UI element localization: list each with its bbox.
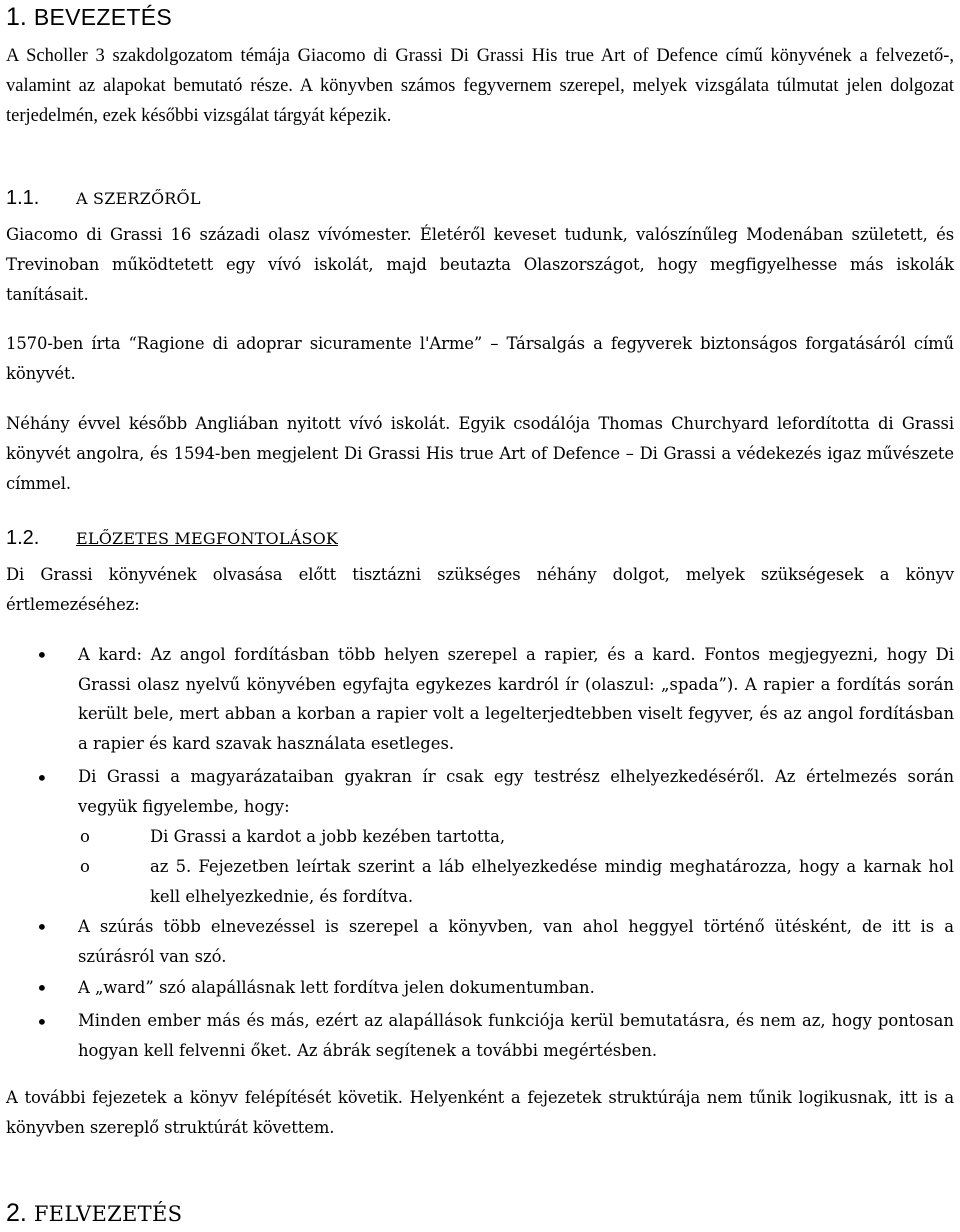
bullet-icon: • [36, 976, 48, 1000]
author-paragraph-1: Giacomo di Grassi 16 századi olasz vívómester. Életéről keveset tudunk, valószínűleg Modenában született, és Trevinoban működtetett egy vívó iskolát, majd beutazta Olaszországot, hogy megfigyelhesse más iskolák tanításait. [6, 225, 954, 304]
considerations-intro: Di Grassi könyvének olvasása előtt tisztázni szükséges néhány dolgot, melyek szükségesek a könyv értlemezéséhez: [6, 565, 954, 614]
heading-section-1 [6, 0, 172, 34]
bullet-icon: • [36, 766, 48, 790]
heading-number: 1. [6, 3, 27, 31]
heading-title: BEVEZETÉS [33, 4, 172, 30]
list-item: Minden ember más és más, ezért az alapállások funkciója kerül bemutatásra, és nem az, hogy pontosan hogyan kell felvenni őket. Az ábrák segítenek a további megértésben. [78, 1011, 954, 1060]
heading-section-2 [6, 1196, 182, 1231]
list-item: Di Grassi a magyarázataiban gyakran ír csak egy testrész elhelyezkedéséről. Az értelmezés során vegyük figyelembe, hogy: [78, 767, 954, 816]
list-item: A „ward” szó alapállásnak lett fordítva jelen dokumentumban. [78, 978, 595, 997]
list-item: A szúrás több elnevezéssel is szerepel a könyvben, van ahol heggyel történő ütésként, de itt is a szúrásról van szó. [78, 917, 954, 966]
author-paragraph-3: Néhány évvel később Angliában nyitott vívó iskolát. Egyik csodálója Thomas Churchyard lefordította di Grassi könyvét angolra, és 1594-ben megjelent Di Grassi His true Art of Defence – Di Grassi a védekezés igaz művészete címmel. [6, 414, 954, 493]
heading-section-1-2 [6, 524, 338, 553]
sub-list-item: Di Grassi a kardot a jobb kezében tartotta, [150, 827, 506, 846]
heading-title: A SZERZŐRŐL [76, 189, 201, 208]
heading-number: 1.2. [6, 527, 40, 549]
sub-list-item: az 5. Fejezetben leírtak szerint a láb elhelyezkedése mindig meghatározza, hogy a karnak hol kell elhelyezkednie, és fordítva. [150, 857, 954, 906]
heading-number: 1.1. [6, 187, 40, 209]
author-paragraph-2: 1570-ben írta “Ragione di adoprar sicuramente l'Arme” – Társalgás a fegyverek biztonságos forgatásáról című könyvét. [6, 334, 954, 383]
heading-title: ELŐZETES MEGFONTOLÁSOK [76, 529, 339, 548]
bullet-icon: • [36, 1010, 48, 1034]
sub-bullet-marker: o [80, 827, 90, 846]
list-item: A kard: Az angol fordításban több helyen szerepel a rapier, és a kard. Fontos megjegyezni, hogy Di Grassi olasz nyelvű könyvében egyfajta egykezes kardról ír (olaszul: „spada”). A rapier a fordítás során került bele, mert abban a korban a rapier volt a legelterjedtebben viselt fegyver, és az angol fordításban a rapier és kard szavak használata esetleges. [78, 645, 954, 753]
bullet-icon: • [36, 643, 48, 667]
sub-bullet-marker: o [80, 857, 90, 876]
intro-paragraph: A Scholler 3 szakdolgozatom témája Giacomo di Grassi Di Grassi His true Art of Defence című könyvének a felvezető-, valamint az alapokat bemutató része. A könyvben számos fegyvernem szerepel, melyek vizsgálata túlmutat jelen dolgozat terjedelmén, ezek későbbi vizsgálat tárgyát képezik. [6, 46, 954, 126]
closing-paragraph: A további fejezetek a könyv felépítését követik. Helyenként a fejezetek struktúrája nem tűnik logikusnak, itt is a könyvben szereplő struktúrát követtem. [6, 1088, 954, 1137]
bullet-icon: • [36, 915, 48, 939]
heading-title: FELVEZETÉS [33, 1202, 183, 1226]
heading-section-1-1 [6, 184, 201, 213]
heading-number: 2. [6, 1199, 27, 1227]
